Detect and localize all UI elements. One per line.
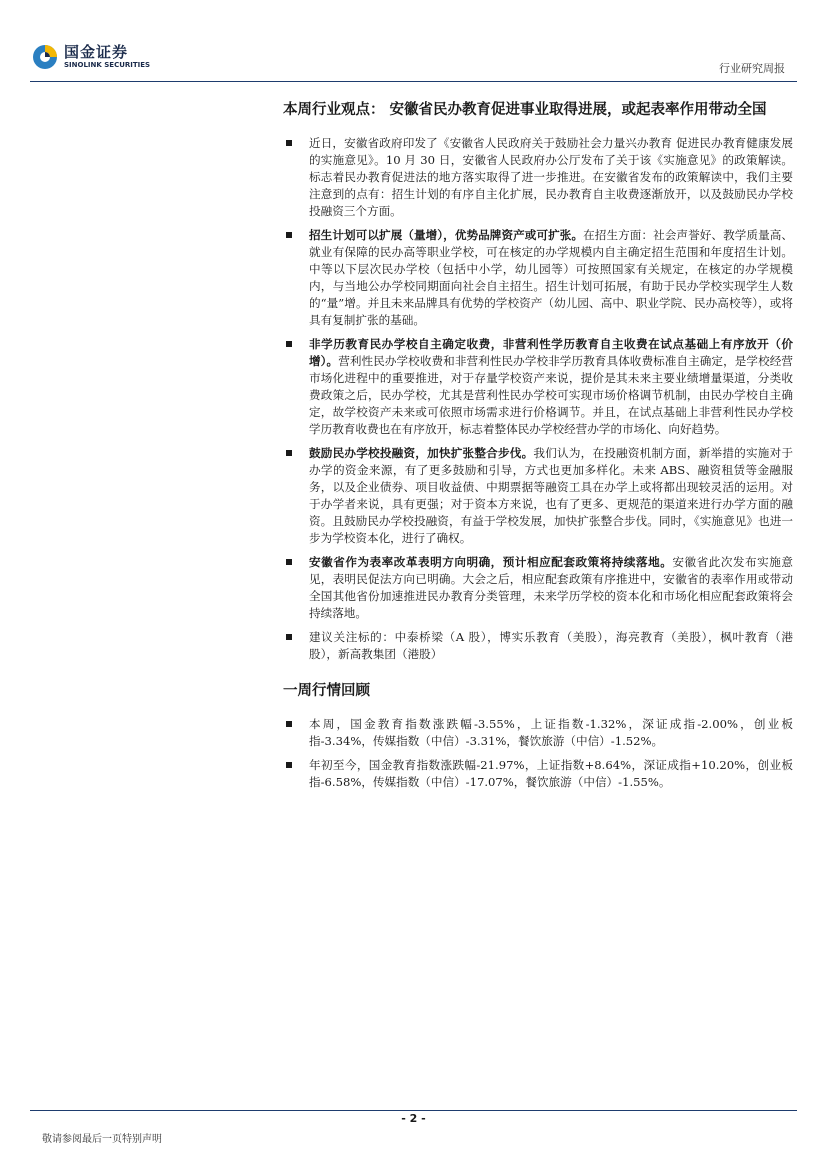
bullet-text: 安徽省此次发布实施意见，表明民促法方向已明确。大会之后，相应配套政策有序推进中，安徽省的表率作用或带动全国其他省份加速推进民办教育分类管理，未来学历学校的资本化和市场化相应配套政策将会持续落地。 xyxy=(309,555,793,620)
bullet-square-icon xyxy=(286,140,292,146)
list-item xyxy=(283,629,793,663)
bullet-square-icon xyxy=(286,450,292,456)
section-title-industry-view: 本周行业观点： 安徽省民办教育促进事业取得进展，或起表率作用带动全国 xyxy=(283,101,767,118)
list-item xyxy=(283,336,793,438)
company-logo xyxy=(32,44,150,70)
footer-divider xyxy=(30,1110,797,1111)
bullet-text: 营利性民办学校收费和非营利性民办学校非学历教育具体收费标准自主确定，是学校经营市场化进程中的重要推进，对于存量学校资产来说，提价是其未来主要业绩增量渠道，分类收费政策之后，民办学校，尤其是营利性民办学校可实现市场价格调节机制，由民办学校自主确定，故学校资产未来或可依照市场需求进行价格调节。并且，在试点基础上非营利性民办学校学历教育收费也在有序放开，标志着整体民办学校经营办学的市场化、向好趋势。 xyxy=(309,354,793,436)
bullet-lead: 非学历教育民办学校自主确定收费，非营利性学历教育自主收费在试点基础上有序放开（价增）。 xyxy=(309,337,793,368)
bullet-text: 建议关注标的：中泰桥梁（A 股），博实乐教育（美股），海亮教育（美股），枫叶教育（港股），新高教集团（港股） xyxy=(309,630,793,661)
bullet-square-icon xyxy=(286,232,292,238)
bullet-lead: 招生计划可以扩展（量增），优势品牌资产或可扩张。 xyxy=(309,228,584,242)
bullet-lead: 安徽省作为表率改革表明方向明确，预计相应配套政策将持续落地。 xyxy=(309,555,673,569)
section-title-market-review: 一周行情回顾 xyxy=(283,682,370,699)
main-content xyxy=(283,98,793,798)
logo-english-name: SINOLINK SECURITIES xyxy=(64,61,151,69)
bullet-square-icon xyxy=(286,634,292,640)
page-number: - 2 - xyxy=(401,1112,426,1125)
bullet-square-icon xyxy=(286,559,292,565)
bullet-text: 年初至今，国金教育指数涨跌幅-21.97%，上证指数+8.64%，深证成指+10.20%，创业板指-6.58%，传媒指数（中信）-17.07%，餐饮旅游（中信）-1.55%。 xyxy=(309,758,793,789)
bullet-square-icon xyxy=(286,721,292,727)
list-item xyxy=(283,135,793,220)
bullet-square-icon xyxy=(286,341,292,347)
list-item xyxy=(283,227,793,329)
sinolink-logo-icon xyxy=(32,44,58,70)
header-divider xyxy=(30,81,797,82)
disclaimer-note: 敬请参阅最后一页特别声明 xyxy=(42,1134,162,1145)
report-type-label: 行业研究周报 xyxy=(719,62,785,75)
bullet-text: 近日，安徽省政府印发了《安徽省人民政府关于鼓励社会力量兴办教育 促进民办教育健康发展的实施意见》。10 月 30 日，安徽省人民政府办公厅发布了关于该《实施意见》的政策解读。标志着民办教育促进法的地方落实取得了进一步推进。在安徽省发布的政策解读中，我们主要注意到的点有：招生计划的有序自主化扩展，民办教育自主收费逐渐放开，以及鼓励民办学校投融资三个方面。 xyxy=(309,136,793,218)
list-item xyxy=(283,445,793,547)
bullet-lead: 鼓励民办学校投融资，加快扩张整合步伐。 xyxy=(309,446,534,460)
bullet-square-icon xyxy=(286,762,292,768)
list-item xyxy=(283,716,793,750)
list-item xyxy=(283,554,793,622)
list-item xyxy=(283,757,793,791)
bullet-text: 本周，国金教育指数涨跌幅-3.55%，上证指数-1.32%，深证成指-2.00%，创业板指-3.34%，传媒指数（中信）-3.31%，餐饮旅游（中信）-1.52%。 xyxy=(309,717,793,748)
bullet-text: 我们认为，在投融资机制方面，新举措的实施对于办学的资金来源，有了更多鼓励和引导，方式也更加多样化。未来 ABS、融资租赁等金融服务，以及企业债券、项目收益债、中期票据等融资工具在办学上或将都出现较灵活的运用。对于办学者来说，具有更强；对于资本方来说，也有了更多、更规范的渠道来进行办学方面的融资。且鼓励民办学校投融资，有益于学校发展，加快扩张整合步伐。同时，《实施意见》也进一步为学校资本化，进行了确权。 xyxy=(309,446,793,545)
logo-chinese-name: 国金证券 xyxy=(64,43,129,61)
page-header xyxy=(0,0,827,90)
bullet-text: 在招生方面：社会声誉好、教学质量高、就业有保障的民办高等职业学校，可在核定的办学规模内自主确定招生范围和年度招生计划。中等以下层次民办学校（包括中小学，幼儿园等）可按照国家有关规定，在核定的办学规模内，与当地公办学校同期面向社会自主招生。招生计划可拓展，有助于民办学校实现学生人数的“量”增。并且未来品牌具有优势的学校资产（幼儿园、高中、职业学院、民办高校等），或将具有复制扩张的基础。 xyxy=(309,228,793,327)
